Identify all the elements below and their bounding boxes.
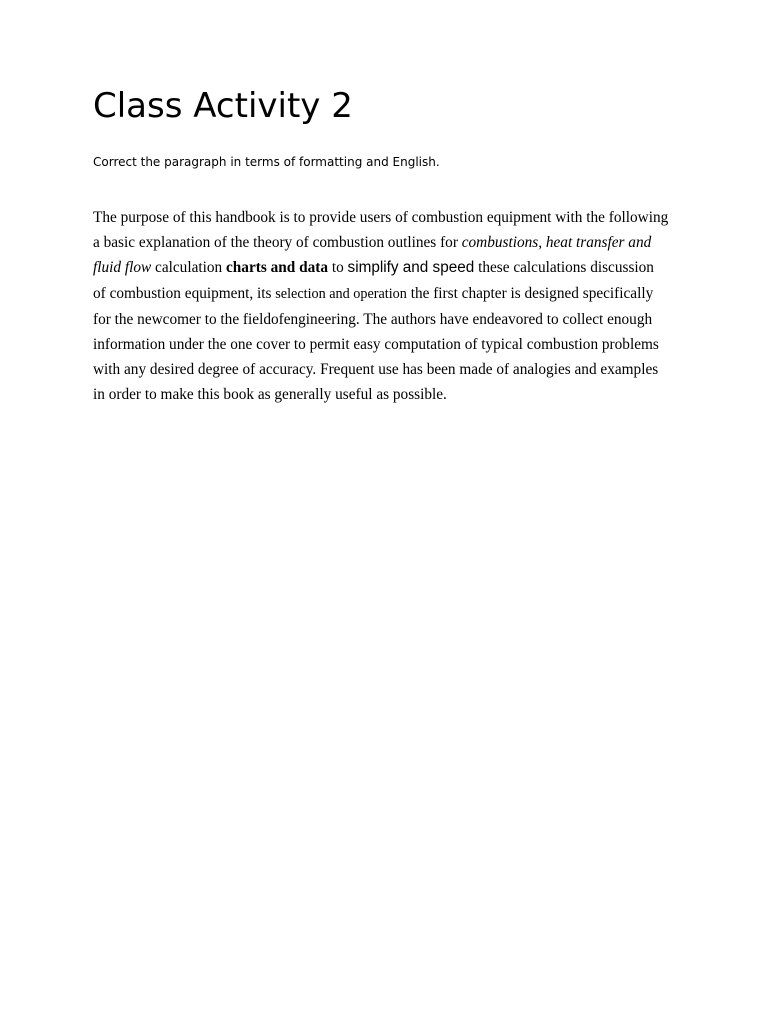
paragraph-line-6: information under the one cover to permit easy computation of typical combustion problems [93, 336, 659, 354]
page-title: Class Activity 2 [93, 86, 353, 126]
sans-run: simplify and speed [347, 259, 475, 277]
paragraph-line-5: for the newcomer to the fieldofengineering. The authors have endeavored to collect enough [93, 310, 653, 328]
text-run: to [328, 259, 348, 277]
paragraph-line-8: in order to make this book as generally useful as possible. [93, 386, 447, 404]
paragraph-body [93, 205, 693, 408]
paragraph-line-3 [93, 255, 693, 280]
paragraph-line-1: The purpose of this handbook is to provide users of combustion equipment with the following [93, 209, 669, 226]
text-run: a basic explanation of the theory of combustion outlines for [93, 234, 462, 252]
text-run: of combustion equipment, its [93, 284, 276, 302]
text-run: these calculations discussion [474, 259, 654, 277]
small-run: selection and operation [275, 285, 407, 302]
paragraph-line-2 [93, 230, 693, 255]
paragraph-line-7: with any desired degree of accuracy. Frequent use has been made of analogies and examples [93, 361, 659, 379]
italic-run: combustions, heat transfer and [461, 234, 652, 252]
text-run: calculation [151, 259, 226, 277]
paragraph-line-4 [93, 281, 693, 307]
instruction-text: Correct the paragraph in terms of formatting and English. [93, 155, 440, 169]
text-run: the first chapter is designed specifically [406, 284, 654, 302]
bold-run: charts and data [226, 259, 328, 277]
italic-run: fluid flow [93, 259, 152, 277]
